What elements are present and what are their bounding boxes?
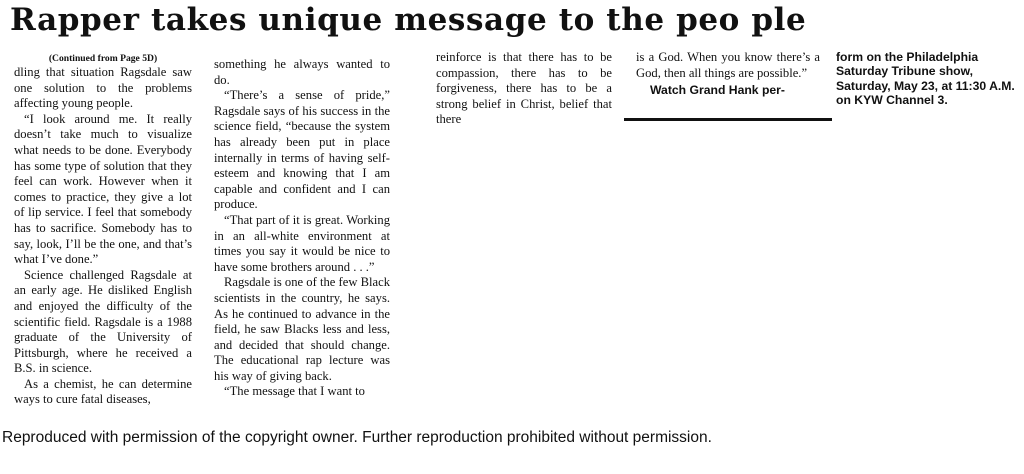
promo-column [836, 50, 1018, 108]
continued-note: (Continued from Page 5D) [48, 53, 158, 64]
headline: Rapper takes unique message to the peo ple [10, 2, 807, 38]
paragraph: something he always wanted to do. [214, 57, 390, 87]
paragraph: “The message that I want to [224, 384, 365, 399]
article-column-2 [214, 57, 390, 400]
paragraph: “I look around me. It really doesn’t take much to visualize what needs to be done. Everybody has some type of solution that they feel can work. However when it comes to practice, they give a lot of lip service. I feel that somebody has to sacrifice. Somebody has to say, look, I’ll be the one, and that’s what I’ve done.” [14, 111, 192, 267]
paragraph: is a God. When you know there’s a God, then all things are possible.” [636, 50, 820, 80]
paragraph: As a chemist, he can determine ways to cure fatal diseases, [14, 376, 192, 407]
column-rule [624, 118, 832, 121]
paragraph: Ragsdale is one of the few Black scientists in the country, he says. As he continued to advance in the field, he saw Blacks less and less, and decided that should change. The educational rap lecture was his way of giving back. [214, 275, 390, 383]
promo-text: Watch Grand Hank per- [650, 83, 785, 98]
article-column-1 [14, 52, 192, 408]
paragraph: dling that situation Ragsdale saw one solution to the problems affecting young people. [14, 65, 192, 111]
paragraph: Science challenged Ragsdale at an early age. He disliked English and enjoyed the difficulty of the scientific field. Ragsdale is a 1988 graduate of the University of Pittsburgh, where he received a B.S. in science. [14, 267, 192, 376]
article-column-3 [436, 50, 612, 128]
promo-text: form on the Philadelphia Saturday Tribune show, Saturday, May 23, at 11:30 A.M. on KYW Channel 3. [836, 50, 1015, 108]
paragraph: “That part of it is great. Working in an all-white environment at times you say it would be nice to have some brothers around . . .” [214, 212, 390, 274]
article-column-4 [636, 50, 820, 98]
copyright-footer: Reproduced with permission of the copyright owner. Further reproduction prohibited without permission. [2, 429, 712, 446]
paragraph: “There’s a sense of pride,” Ragsdale says of his success in the science field, “because the system has already been put in place internally in terms of having self-esteem and knowing that I am capable and confident and I can produce. [214, 88, 390, 212]
paragraph: reinforce is that there has to be compassion, there has to be forgiveness, there has to be a strong belief in Christ, belief that there [436, 50, 612, 127]
